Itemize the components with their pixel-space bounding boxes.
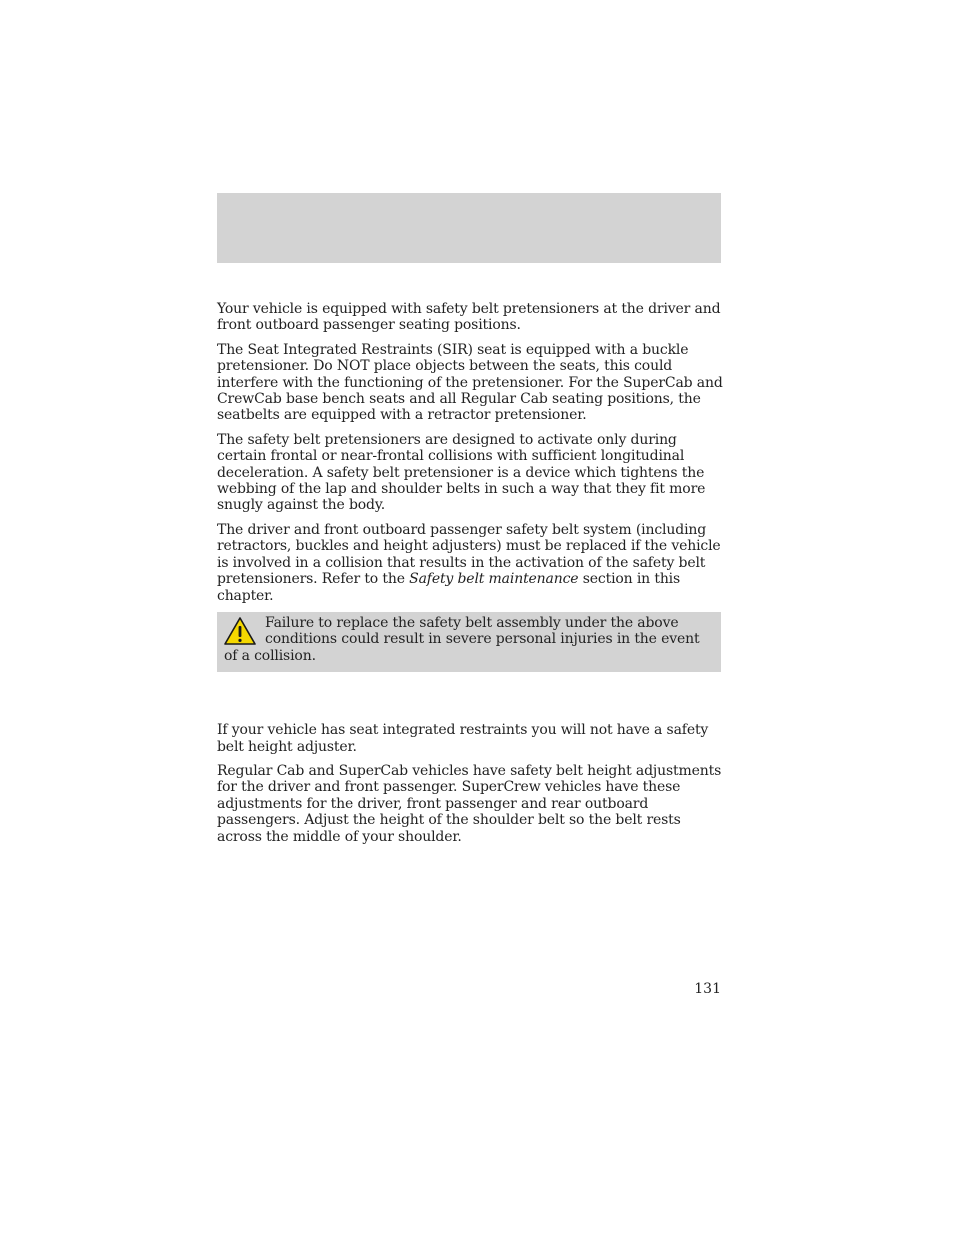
paragraph-pretensioner-intro: Your vehicle is equipped with safety belt pretensioners at the driver and front outboard passenger seating positions. (217, 301, 721, 334)
paragraph-replacement (217, 522, 723, 604)
warning-text: Failure to replace the safety belt assembly under the above conditions could result in severe personal injuries in the event of a collision. (224, 614, 700, 664)
page-content (217, 301, 723, 853)
paragraph-sir-height-adjuster: If your vehicle has seat integrated restraints you will not have a safety belt height adjuster. (217, 722, 709, 755)
replacement-text-start: The driver and front outboard passenger safety belt system (including retractors, buckles and height adjusters) must be replaced if the vehicle is involved in a collision that results in the activation of the safety belt pretensioners. Refer to the (217, 521, 721, 588)
safety-belt-maintenance-reference: Safety belt maintenance (409, 571, 579, 588)
page-number: 131 (694, 981, 721, 997)
paragraph-sir-seat: The Seat Integrated Restraints (SIR) seat is equipped with a buckle pretensioner. Do NOT place objects between the seats, this could interfere with the functioning of the pretensioner. For the SuperCab and CrewCab base bench seats and all Regular Cab seating positions, the seatbelts are equipped with a retractor pretensioner. (217, 341, 723, 424)
replacement-text-end: section in this chapter. (217, 571, 681, 604)
section-gap (217, 672, 723, 722)
paragraph-activation: The safety belt pretensioners are designed to activate only during certain frontal or near-frontal collisions with sufficient longitudinal deceleration. A safety belt pretensioner is a device which tightens the webbing of the lap and shoulder belts in such a way that they fit more snugly against the body. (217, 431, 706, 514)
warning-box (217, 612, 721, 672)
section-header-band (217, 193, 721, 263)
warning-triangle-icon (223, 616, 257, 646)
paragraph-height-adjustments: Regular Cab and SuperCab vehicles have safety belt height adjustments for the driver and front passenger. SuperCrew vehicles have these adjustments for the driver, front passenger and rear outboard passengers. Adjust the height of the shoulder belt so the belt rests across the middle of your shoulder. (217, 762, 722, 845)
